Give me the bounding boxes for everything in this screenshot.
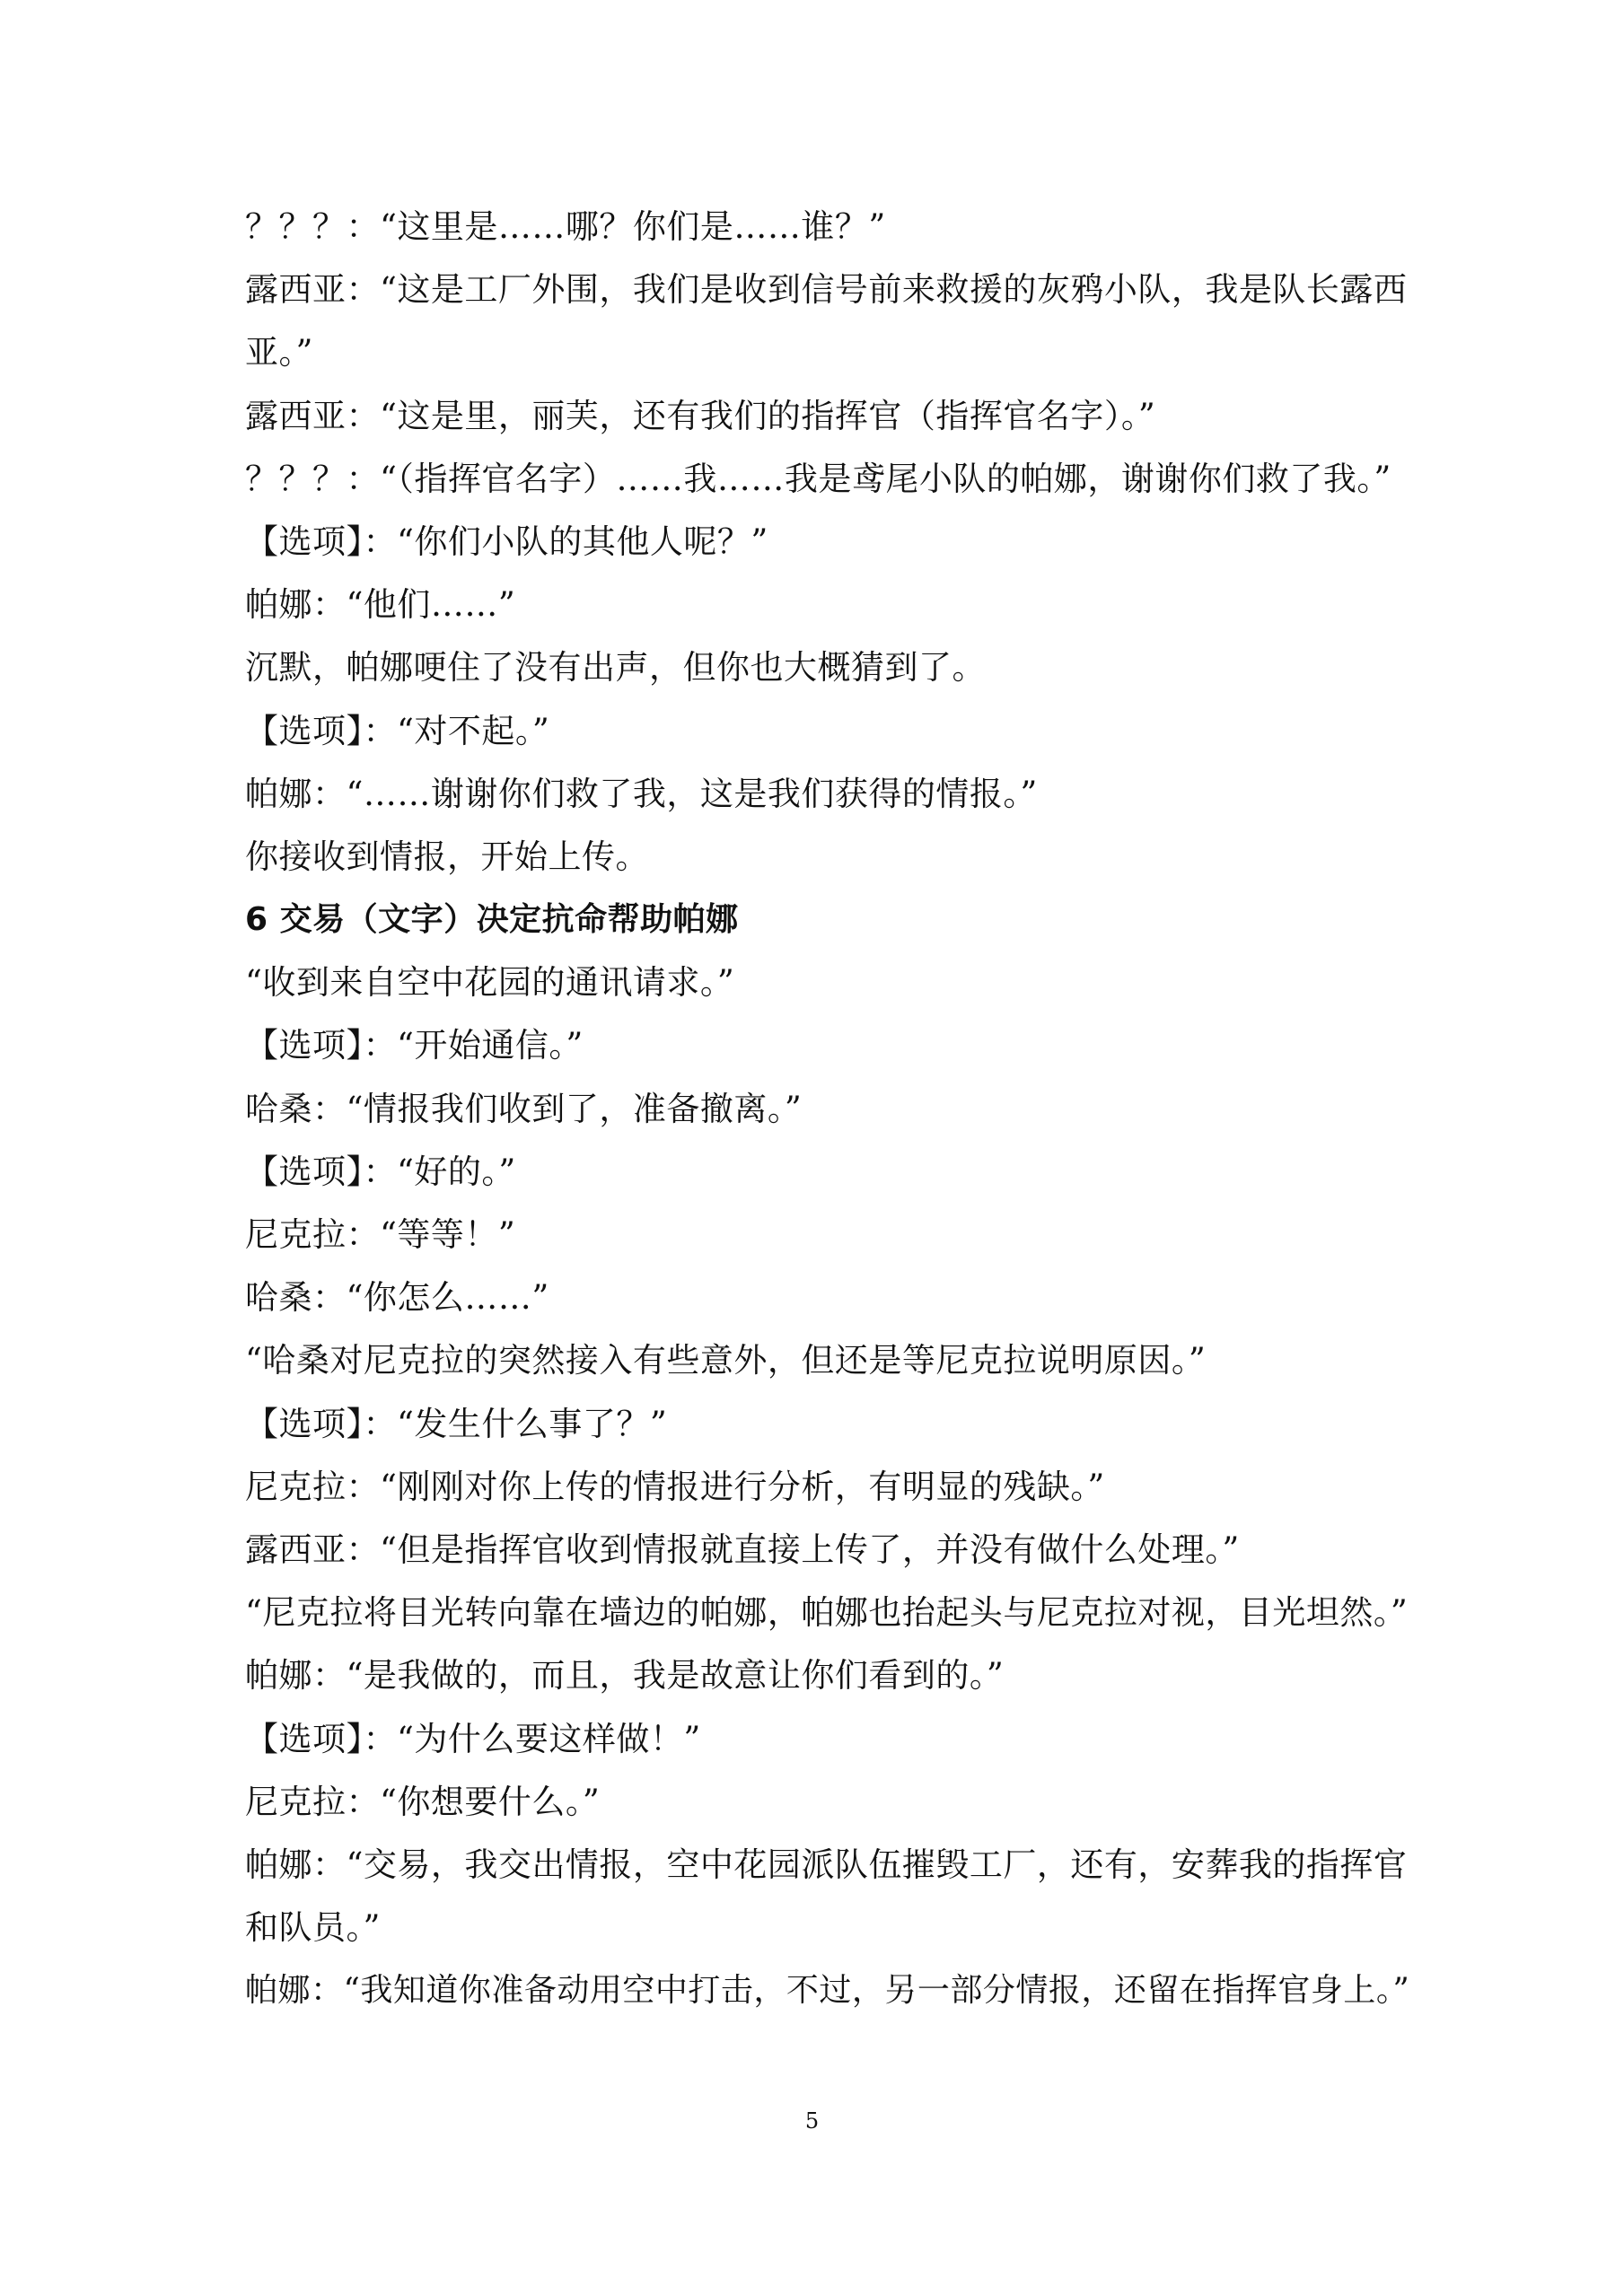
option-line: 【选项】：“为什么要这样做！” xyxy=(245,1719,701,1758)
option-line: 【选项】：“开始通信。” xyxy=(245,1026,584,1065)
dialogue-line: 露西亚：“这是工厂外围，我们是收到信号前来救援的灰鸦小队，我是队长露西 xyxy=(245,270,1408,310)
narration-line: “哈桑对尼克拉的突然接入有些意外，但还是等尼克拉说明原因。” xyxy=(245,1341,1207,1380)
dialogue-line: 帕娜：“我知道你准备动用空中打击，不过，另一部分情报，还留在指挥官身上。” xyxy=(245,1972,1410,2010)
dialogue-line: ？？？：“这里是……哪？你们是……谁？” xyxy=(245,207,886,246)
dialogue-line: 哈桑：“你怎么……” xyxy=(245,1278,549,1318)
narration-line: “收到来自空中花园的通讯请求。” xyxy=(245,963,735,1003)
option-line: 【选项】：“好的。” xyxy=(245,1152,516,1191)
dialogue-line: 帕娜：“交易，我交出情报，空中花园派队伍摧毁工厂，还有，安葬我的指挥官 xyxy=(245,1845,1408,1884)
document-body xyxy=(245,205,1421,2031)
dialogue-line: 哈桑：“情报我们收到了，准备撤离。” xyxy=(245,1089,803,1128)
dialogue-line: 帕娜：“……谢谢你们救了我，这是我们获得的情报。” xyxy=(245,774,1038,813)
option-line: 【选项】：“发生什么事了？” xyxy=(245,1404,668,1443)
option-line: 【选项】：“对不起。” xyxy=(245,711,550,750)
narration-line: “尼克拉将目光转向靠在墙边的帕娜，帕娜也抬起头与尼克拉对视，目光坦然。” xyxy=(245,1593,1409,1633)
dialogue-line: 露西亚：“这是里，丽芙，还有我们的指挥官（指挥官名字）。” xyxy=(245,396,1156,435)
dialogue-line-continuation: 亚。” xyxy=(245,333,313,372)
dialogue-line: 尼克拉：“刚刚对你上传的情报进行分析，有明显的残缺。” xyxy=(245,1467,1105,1506)
dialogue-line-continuation: 和队员。” xyxy=(245,1908,381,1948)
dialogue-line: 尼克拉：“等等！” xyxy=(245,1215,516,1254)
narration-line: 沉默，帕娜哽住了没有出声，但你也大概猜到了。 xyxy=(245,648,986,688)
narration-line: 你接收到情报，开始上传。 xyxy=(245,837,649,876)
option-line: 【选项】：“你们小队的其他人呢？” xyxy=(245,521,768,561)
dialogue-line: 帕娜：“他们……” xyxy=(245,585,516,625)
dialogue-line: ？？？：“（指挥官名字）……我……我是鸢尾小队的帕娜，谢谢你们救了我。” xyxy=(245,459,1391,498)
dialogue-line: 尼克拉：“你想要什么。” xyxy=(245,1782,601,1821)
dialogue-line: 帕娜：“是我做的，而且，我是故意让你们看到的。” xyxy=(245,1656,1005,1696)
dialogue-line: 露西亚：“但是指挥官收到情报就直接上传了，并没有做什么处理。” xyxy=(245,1529,1240,1569)
section-heading: 6 交易（文字）决定抗命帮助帕娜 xyxy=(245,901,739,939)
page-number: 5 xyxy=(804,2108,820,2134)
